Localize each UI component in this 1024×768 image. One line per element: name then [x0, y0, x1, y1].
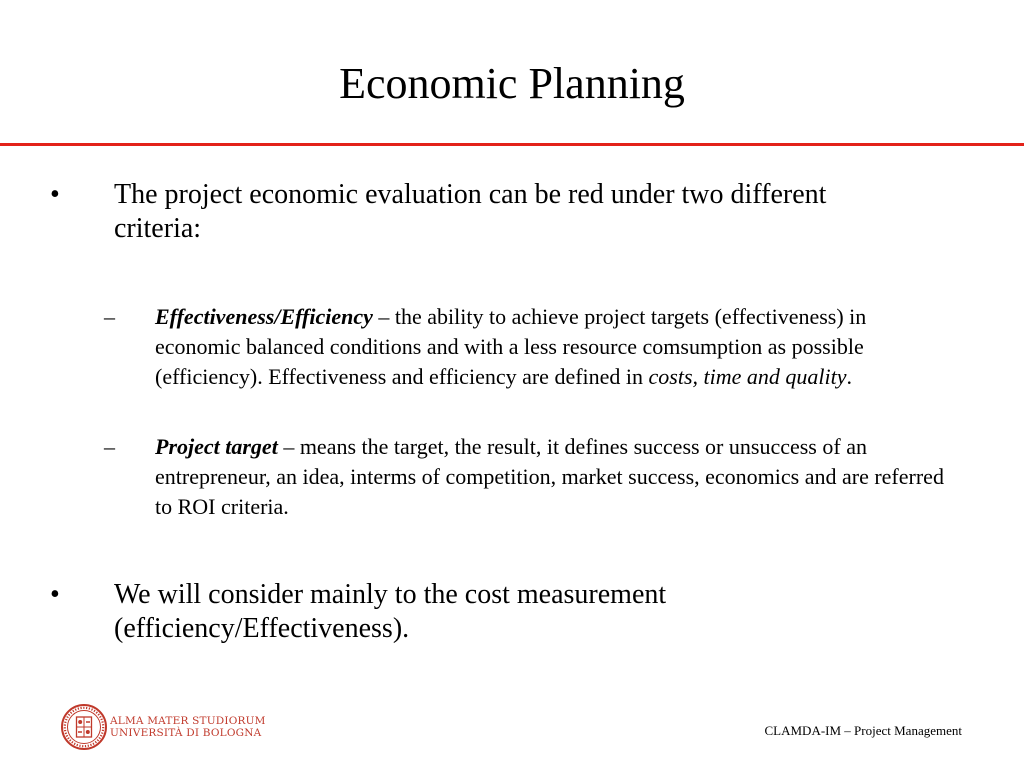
slide-title: Economic Planning	[339, 59, 685, 108]
university-logo	[60, 703, 266, 753]
sub-bullet-end: .	[846, 364, 853, 389]
university-seal-icon	[60, 703, 108, 751]
sub-bullet-marker: –	[104, 434, 115, 459]
logo-line-2: UNIVERSITÀ DI BOLOGNA	[110, 727, 262, 739]
bullet-marker: •	[50, 179, 60, 210]
university-name	[110, 715, 266, 739]
bullet-marker: •	[50, 579, 60, 610]
sub-bullet-marker: –	[104, 304, 115, 329]
sub-bullet-text	[155, 302, 915, 392]
title-divider	[0, 143, 1024, 146]
sub-bullet-term: Effectiveness/Efficiency	[155, 304, 373, 329]
bullet-text: We will consider mainly to the cost measurement (efficiency/Effectiveness).	[114, 579, 667, 644]
sub-bullet-body: – the ability to achieve project targets (effectiveness) in economic balanced conditions and with a less resource comsumption as possible (efficiency). Effectiveness and efficiency are defined in	[155, 304, 867, 389]
bullet-text: The project economic evaluation can be red under two different criteria:	[114, 179, 827, 244]
sub-bullet-emphasis: costs, time and quality	[648, 364, 847, 389]
sub-bullet-text	[155, 432, 955, 522]
sub-bullet-body: – means the target, the result, it defines success or unsuccess of an entrepreneur, an idea, interms of competition, market success, economics and are referred to ROI criteria.	[155, 434, 944, 519]
footer-label: CLAMDA-IM – Project Management	[764, 723, 962, 738]
logo-line-1: ALMA MATER STUDIORUM	[110, 715, 266, 727]
sub-bullet-term: Project target	[155, 434, 278, 459]
